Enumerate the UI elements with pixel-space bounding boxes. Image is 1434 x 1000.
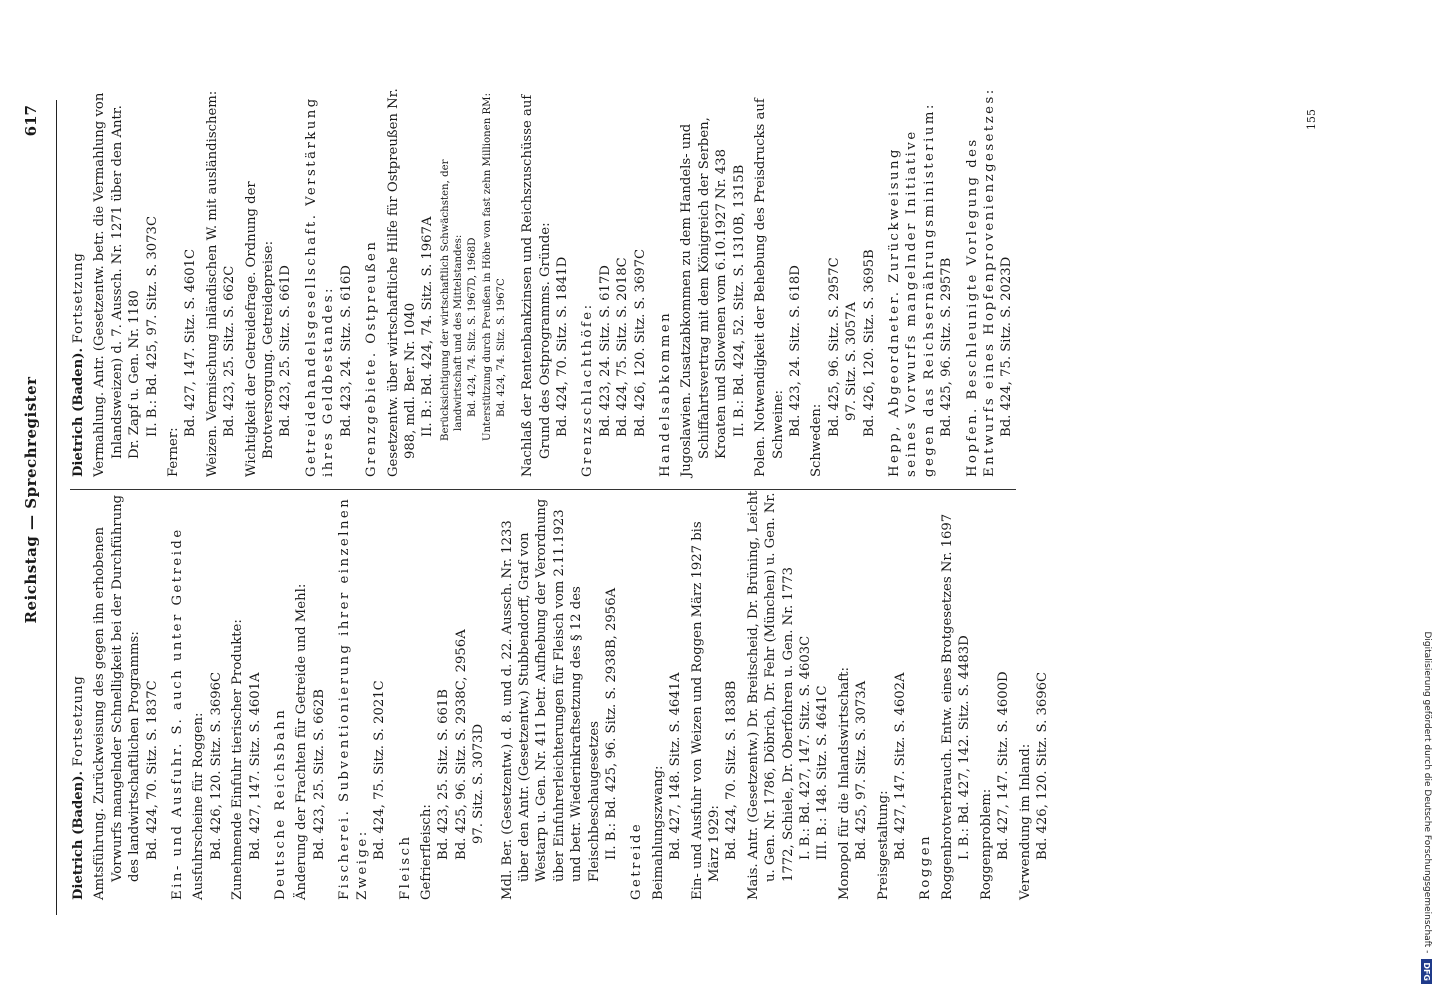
running-title: Reichstag — Sprechregister bbox=[22, 376, 40, 624]
speaker-heading bbox=[70, 85, 87, 477]
entry: Nachlaß der Rentenbankzinsen und Reichszuschüsse auf Grund des Ostprogramms. Gründe: bbox=[520, 94, 553, 477]
section-heading: Getreide bbox=[629, 821, 645, 900]
reference: Bd. 423, 25. Sitz. S. 662C bbox=[222, 265, 238, 437]
section-heading: Roggen bbox=[918, 833, 934, 900]
reference: Bd. 423, 24. Sitz. S. 617D bbox=[597, 265, 613, 437]
section-heading: Grenzgebiete. Ostpreußen bbox=[364, 239, 380, 477]
header-rule bbox=[56, 100, 57, 915]
reference: Bd. 423, 24. Sitz. S. 618D bbox=[787, 265, 803, 437]
entry: Vermahlung. Antr. (Gesetzentw. betr. die Vermahlung von Inlandsweizen) d. 7. Aussch. Nr. 1271 über den Antr. Dr. Zapf u. Gen. Nr. 1180 bbox=[92, 92, 143, 477]
section-heading: Fleisch bbox=[397, 834, 413, 900]
speaker-heading bbox=[70, 490, 87, 900]
right-column bbox=[70, 85, 1016, 490]
dfg-logo: DFG bbox=[1422, 959, 1433, 984]
speaker-name: Dietrich (Baden). bbox=[71, 347, 86, 477]
entry: Preisgestaltung: bbox=[875, 790, 891, 900]
reference: III. B.: 148. Sitz. S. 4641C bbox=[815, 685, 831, 860]
reference: Bd. 427, 147. Sitz. S. 4600D bbox=[996, 671, 1012, 860]
reference: II. B.: Bd. 424, 52. Sitz. S. 1310B, 1315B bbox=[731, 164, 747, 437]
entry: Polen. Notwendigkeit der Behebung des Preisdrucks auf Schweine: bbox=[753, 98, 786, 477]
entry: Wichtigkeit der Getreidefrage. Ordnung der Brotversorgung. Getreidepreise: bbox=[243, 181, 277, 477]
entry: Amtsführung. Zurückweisung des gegen ihn erhobenen Vorwurfs mangelnder Schnelligkeit bei der Durchführung des landwirtschaftlichen Programms: bbox=[92, 494, 143, 900]
section-heading: Deutsche Reichsbahn bbox=[273, 707, 289, 900]
reference: Bd. 424, 70. Sitz. S. 1838B bbox=[724, 680, 740, 860]
entry: Monopol für die Inlandswirtschaft: bbox=[836, 667, 852, 900]
continuation-label: Fortsetzung bbox=[71, 252, 86, 344]
left-column bbox=[70, 490, 1051, 900]
entry: Zunehmende Einfuhr tierischer Produkte: bbox=[230, 619, 246, 900]
section-heading: Fischerei. Subventionierung ihrer einzelnen Zweige: bbox=[337, 496, 370, 900]
entry: Ferner: bbox=[166, 427, 182, 477]
entry: Jugoslawien. Zusatzabkommen zu dem Handels- und Schiffahrtsvertrag mit dem Königreich der Serben, Kroaten und Slowenen vom 6.10.1927 Nr. 438 bbox=[679, 117, 730, 477]
entry: Roggenbrotverbrauch. Entw. eines Brotgesetzes Nr. 1697 bbox=[939, 513, 955, 900]
reference: Bd. 424, 70. Sitz. S. 1841D bbox=[555, 256, 571, 437]
reference: Bd. 426, 120. Sitz. S. 3696C bbox=[1034, 671, 1050, 860]
reference: Bd. 424, 74. Sitz. S. 1967C bbox=[495, 278, 507, 417]
reference: II. B.: Bd. 424, 74. Sitz. S. 1967A bbox=[420, 216, 436, 437]
section-heading: Handelsabkommen bbox=[658, 310, 674, 477]
reference: I. B.: Bd. 427, 142. Sitz. S. 4483D bbox=[957, 635, 973, 860]
reference: Bd. 427, 147. Sitz. S. 4601C bbox=[183, 248, 199, 437]
entry: Beimahlungszwang: bbox=[650, 765, 666, 900]
section-heading: Ein- und Ausfuhr. S. auch unter Getreide bbox=[170, 527, 186, 900]
reference: Bd. 424, 75. Sitz. S. 2021C bbox=[372, 680, 388, 860]
entry: Ein- und Ausfuhr von Weizen und Roggen März 1927 bis März 1929: bbox=[689, 521, 722, 900]
entry: Schweden: bbox=[809, 403, 825, 477]
section-heading: Grenzschlachthöfe: bbox=[580, 302, 596, 477]
reference: II. B.: Bd. 425, 96. Sitz. S. 2938B, 2956A bbox=[603, 587, 619, 860]
reference: Bd. 425, 96. Sitz. S. 2957C bbox=[826, 257, 842, 437]
page-header bbox=[0, 0, 62, 1000]
reference: Bd. 426, 120. Sitz. S. 3697C bbox=[632, 248, 648, 437]
page-number: 617 bbox=[22, 105, 40, 137]
entry: Gefrierfleisch: bbox=[418, 804, 434, 900]
section-heading: Hepp, Abgeordneter. Zurückweisung seines Vorwurfs mangelnder Initiative gegen das Reichsernährungsministerium: bbox=[886, 102, 937, 477]
reference: Bd. 425, 96. Sitz. S. 2938C, 2956A bbox=[453, 629, 469, 860]
entry: Mdl. Ber. (Gesetzentw.) d. 8. und d. 22. Aussch. Nr. 1233 über den Antr. (Gesetzentw.) Stubbendorff, Graf von Westarp u. Gen. Nr. 411 betr. Aufhebung der Verordnung über Einfuhrerleichterungen für Fleisch vom 2.11.1923 und betr. Wiederinkraftsetzung des § 12 des Fleischbeschaugesetzes bbox=[499, 498, 602, 900]
reference: 97. Sitz. S. 3073D bbox=[471, 723, 487, 844]
section-heading: Hopfen. Beschleunigte Vorlegung des Entwurfs eines Hopfenprovenienzgesetzes: bbox=[964, 87, 997, 477]
entry: Verwendung im Inland: bbox=[1017, 743, 1033, 900]
reference: Bd. 425, 97. Sitz. S. 3073A bbox=[854, 680, 870, 860]
reference: Bd. 425, 96. Sitz. S. 2957B bbox=[939, 257, 955, 437]
reference: 97. Sitz. S. 3057A bbox=[844, 301, 860, 421]
entry: Änderung der Frachten für Getreide und Mehl: bbox=[294, 583, 310, 900]
reference: Bd. 424, 75. Sitz. S. 2023D bbox=[999, 256, 1015, 437]
reference: Bd. 426, 120. Sitz. S. 3695B bbox=[861, 249, 877, 437]
entry: Weizen. Vermischung inländischen W. mit ausländischem: bbox=[204, 90, 220, 477]
column-number: 155 bbox=[1305, 109, 1318, 130]
credit-text: Digitalisierung gefördert durch die Deutsche Forschungsgemeinschaft - bbox=[1422, 631, 1432, 954]
reference: Bd. 424, 70. Sitz. S. 1837C bbox=[144, 680, 160, 860]
reference: Bd. 423, 25. Sitz. S. 662B bbox=[311, 689, 327, 860]
sub-entry: Berücksichtigung der wirtschaftlich Schwächsten, der landwirtschaft und des Mittelstandes: bbox=[439, 159, 465, 441]
sub-entry: Unterstützung durch Preußen in Höhe von fast zehn Millionen RM: bbox=[482, 92, 494, 441]
reference: Bd. 424, 75. Sitz. S. 2018C bbox=[615, 257, 631, 437]
entry: Ausfuhrscheine für Roggen: bbox=[191, 712, 207, 900]
reference: Bd. 427, 148. Sitz. S. 4641A bbox=[668, 672, 684, 860]
reference: I. B.: Bd. 427, 147. Sitz. S. 4603C bbox=[798, 635, 814, 860]
reference: Bd. 426, 120. Sitz. S. 3696C bbox=[208, 671, 224, 860]
reference: Bd. 427, 147. Sitz. S. 4602A bbox=[893, 672, 909, 860]
reference: Bd. 423, 25. Sitz. S. 661D bbox=[278, 265, 294, 437]
speaker-name: Dietrich (Baden). bbox=[71, 770, 86, 900]
reference: Bd. 427, 147. Sitz. S. 4601A bbox=[247, 672, 263, 860]
section-heading: Getreidehandelsgesellschaft. Verstärkung ihres Geldbestandes: bbox=[303, 96, 337, 477]
continuation-label: Fortsetzung bbox=[71, 675, 86, 767]
reference: Bd. 424, 74. Sitz. S. 1967D, 1968D bbox=[466, 237, 478, 417]
reference: Bd. 423, 25. Sitz. S. 661B bbox=[436, 689, 452, 860]
entry: Gesetzentw. über wirtschaftliche Hilfe für Ostpreußen Nr. 988, mdl. Ber. Nr. 1040 bbox=[385, 88, 418, 477]
entry: Mais. Antr. (Gesetzentw.) Dr. Breitscheid, Dr. Brüning, Leicht u. Gen. Nr. 1786, Döbrich, Dr. Fehr (München) u. Gen. Nr. 1772, Schiele, Dr. Oberfohren u. Gen. Nr. 1773 bbox=[745, 490, 796, 900]
reference: II. B.: Bd. 425, 97. Sitz. S. 3073C bbox=[144, 215, 160, 437]
entry: Roggenproblem: bbox=[978, 788, 994, 900]
reference: Bd. 423, 24. Sitz. S. 616D bbox=[338, 265, 354, 437]
